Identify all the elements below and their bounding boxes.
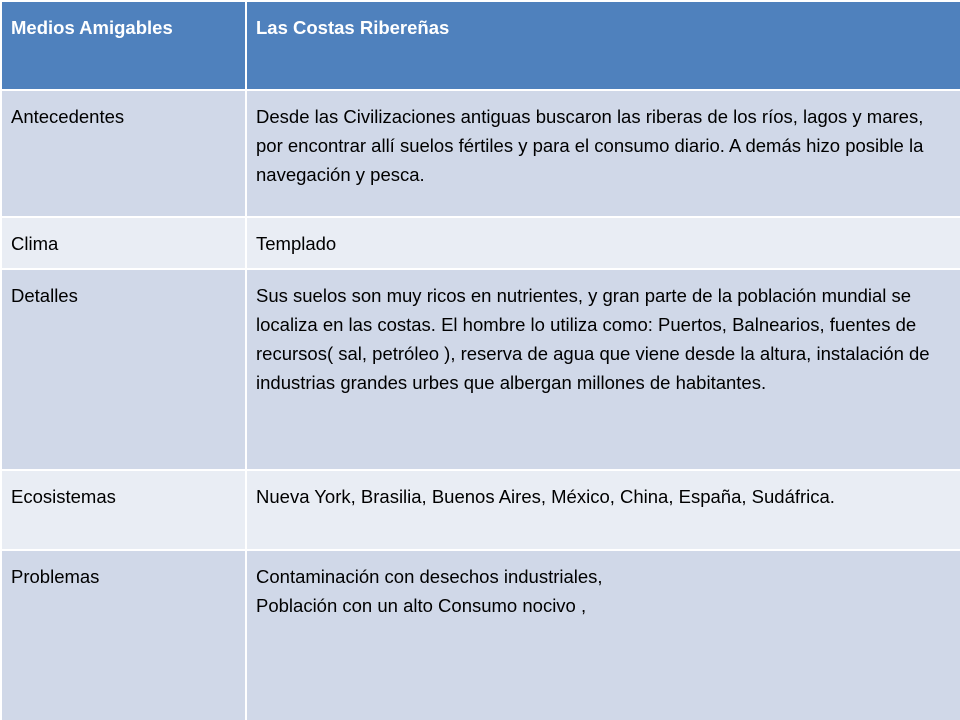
row-text-antecedentes: Desde las Civilizaciones antiguas buscaron las riberas de los ríos, lagos y mares, por encontrar allí suelos fértiles y para el consumo diario. A demás hizo posible la navegación y pesca.: [246, 90, 960, 217]
row-text-ecosistemas: Nueva York, Brasilia, Buenos Aires, México, China, España, Sudáfrica.: [246, 470, 960, 550]
row-label-problemas: Problemas: [1, 550, 246, 720]
row-text-detalles: Sus suelos son muy ricos en nutrientes, y gran parte de la población mundial se localiza en las costas. El hombre lo utiliza como: Puertos, Balnearios, fuentes de recursos( sal, petróleo ), reserva de agua que viene desde la altura, instalación de industrias grandes urbes que albergan millones de habitantes.: [246, 269, 960, 470]
row-label-antecedentes: Antecedentes: [1, 90, 246, 217]
problemas-line-2: Población con un alto Consumo nocivo ,: [256, 595, 587, 616]
table-row-problemas: [1, 550, 960, 720]
table-row-ecosistemas: [1, 470, 960, 550]
table-row-detalles: [1, 269, 960, 470]
row-label-ecosistemas: Ecosistemas: [1, 470, 246, 550]
table-row-clima: [1, 217, 960, 269]
row-label-clima: Clima: [1, 217, 246, 269]
header-cell-costas-riberenas: Las Costas Ribereñas: [246, 1, 960, 90]
table-header-row: [1, 1, 960, 90]
row-text-problemas: [246, 550, 960, 720]
row-text-clima: Templado: [246, 217, 960, 269]
header-cell-medios-amigables: Medios Amigables: [1, 1, 246, 90]
row-label-detalles: Detalles: [1, 269, 246, 470]
problemas-line-1: Contaminación con desechos industriales,: [256, 566, 603, 587]
table-row-antecedentes: [1, 90, 960, 217]
